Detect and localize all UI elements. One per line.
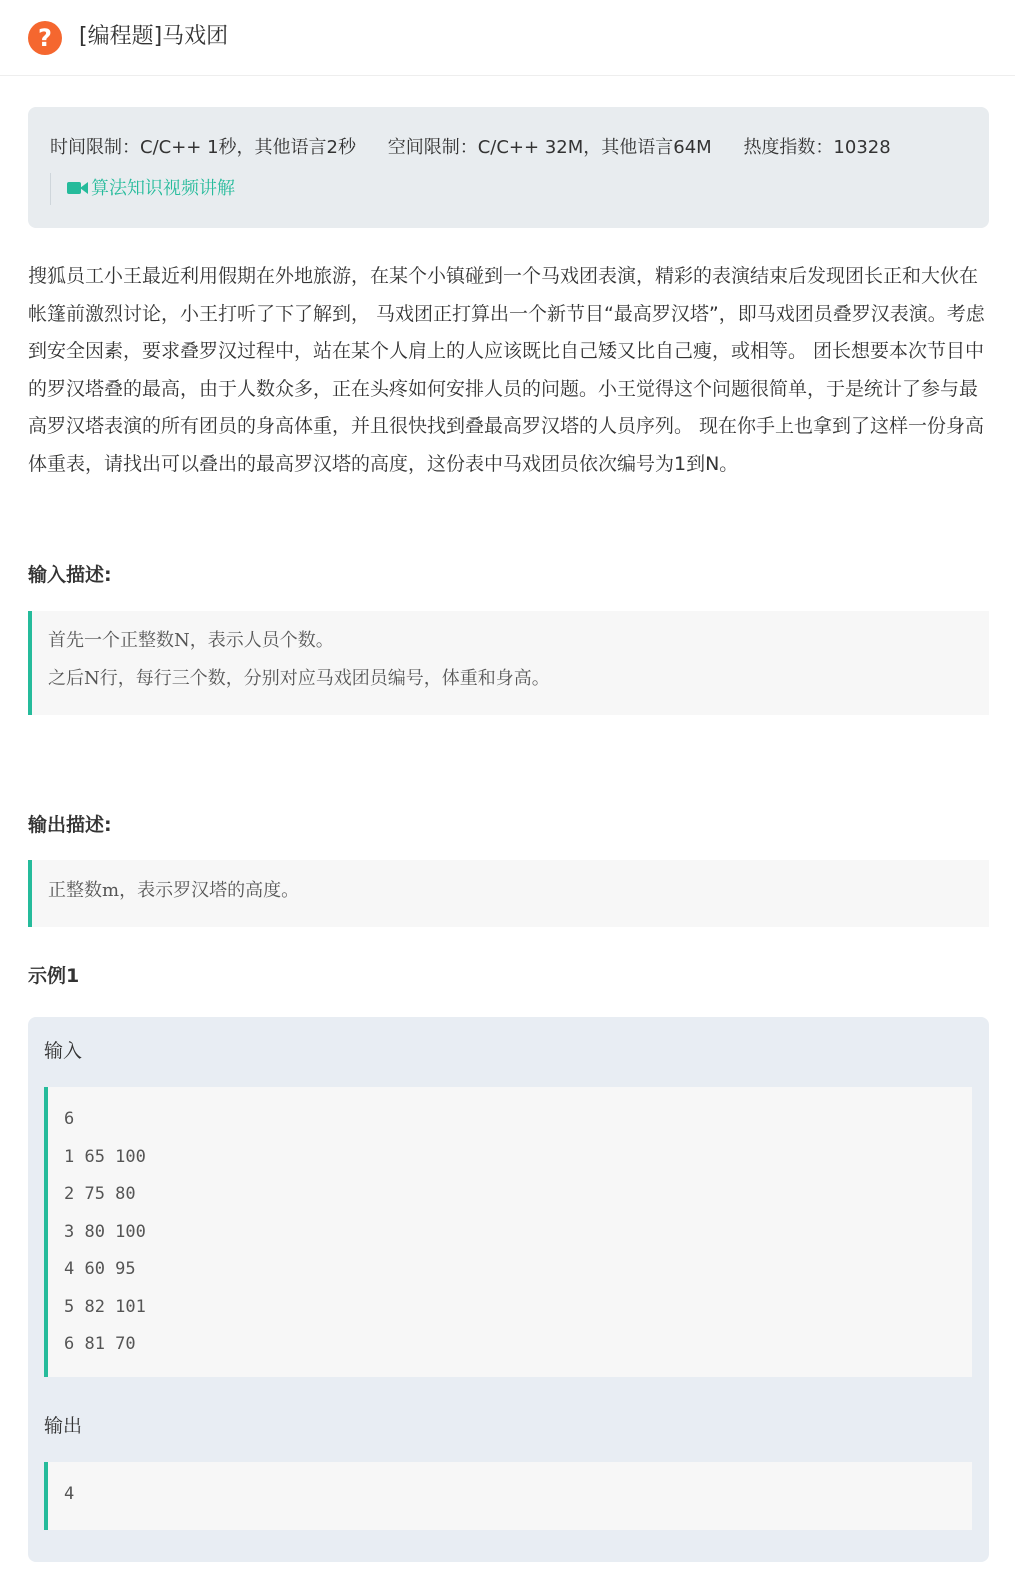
code-line: 4 (64, 1484, 75, 1504)
example-input-code[interactable] (44, 1087, 972, 1377)
video-camera-icon (67, 181, 89, 195)
code-line: 3 80 100 (64, 1221, 146, 1242)
question-mark-icon: ? (28, 21, 62, 55)
output-description-block (28, 860, 989, 927)
code-line: 6 (64, 1109, 75, 1129)
example-output-label: 输出 (44, 1415, 83, 1437)
example-input-label: 输入 (44, 1040, 83, 1062)
example-title: 示例1 (28, 965, 80, 987)
time-limit: 时间限制：C/C++ 1秒，其他语言2秒 (50, 137, 356, 158)
problem-header (0, 0, 1015, 76)
input-description-line: 首先一个正整数N，表示人员个数。 (48, 630, 334, 651)
input-description-title: 输入描述: (28, 564, 112, 586)
limits-panel (28, 107, 989, 228)
problem-title: [编程题]马戏团 (79, 24, 229, 49)
example-output-code[interactable] (44, 1462, 972, 1530)
example-panel (28, 1017, 989, 1562)
problem-description: 搜狐员工小王最近利用假期在外地旅游，在某个小镇碰到一个马戏团表演，精彩的表演结束后发现团长正和大伙在帐篷前激烈讨论，小王打听了下了解到， 马戏团正打算出一个新节目“最高罗汉塔”，即马戏团员叠罗汉表演。考虑到安全因素，要求叠罗汉过程中，站在某个人肩上的人应该既比自己矮又比自己瘦，或相等。 团长想要本次节目中的罗汉塔叠的最高，由于人数众多，正在头疼如何安排人员的问题。小王觉得这个问题很简单，于是统计了参与最高罗汉塔表演的所有团员的身高体重，并且很快找到叠最高罗汉塔的人员序列。 现在你手上也拿到了这样一份身高体重表，请找出可以叠出的最高罗汉塔的高度，这份表中马戏团员依次编号为1到N。 (28, 265, 985, 475)
input-description-line: 之后N行，每行三个数，分别对应马戏团员编号，体重和身高。 (48, 667, 550, 689)
code-line: 5 82 101 (64, 1296, 146, 1317)
video-explanation-link[interactable] (50, 173, 235, 205)
code-line: 4 60 95 (64, 1259, 136, 1279)
code-line: 6 81 70 (64, 1334, 136, 1354)
heat-index: 热度指数：10328 (743, 137, 891, 158)
limits-row (50, 135, 891, 161)
output-description-title: 输出描述: (28, 814, 112, 836)
code-line: 1 65 100 (64, 1146, 146, 1167)
space-limit: 空间限制：C/C++ 32M，其他语言64M (387, 137, 712, 158)
output-description-line: 正整数m，表示罗汉塔的高度。 (48, 880, 300, 901)
code-line: 2 75 80 (64, 1184, 136, 1204)
input-description-block (28, 611, 989, 715)
video-link-label: 算法知识视频讲解 (91, 178, 235, 199)
